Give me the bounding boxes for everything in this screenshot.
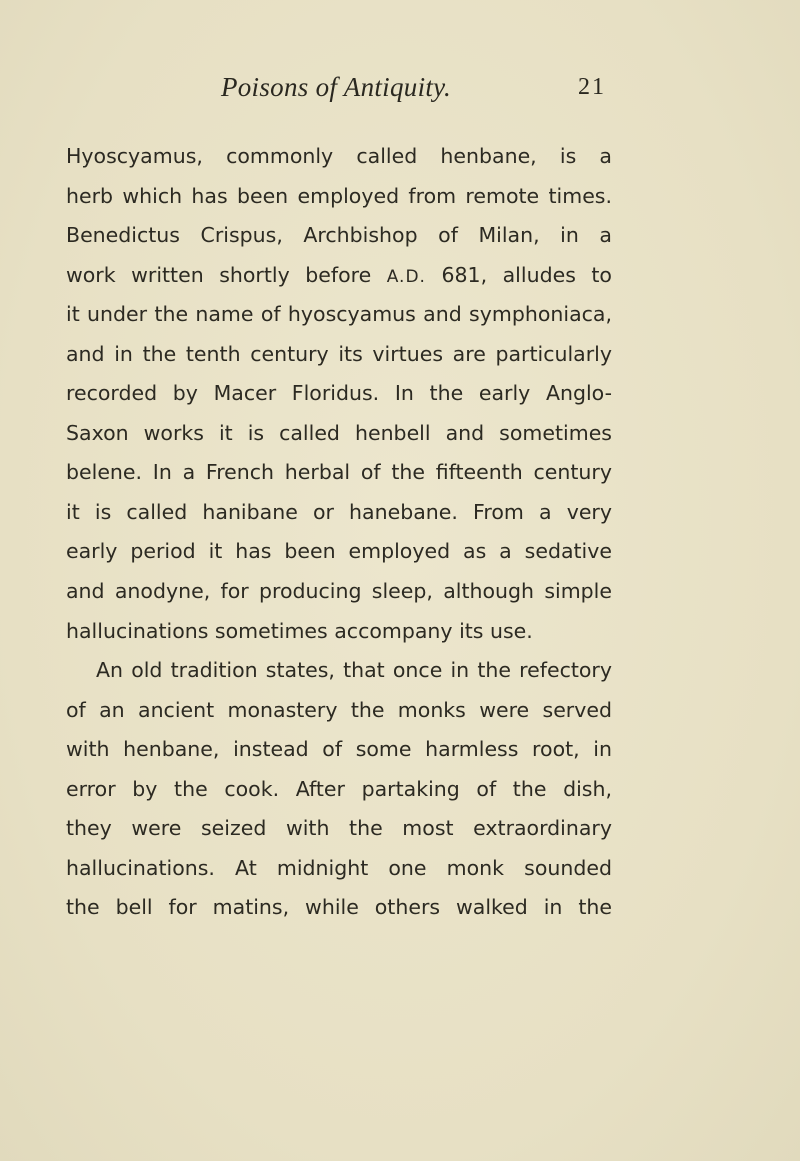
running-head [66,72,606,112]
text-segment: 681, alludes to [441,262,612,287]
text-line: it under the name of hyoscyamus and symphoniaca, [66,302,612,327]
text-line: early period it has been employed as a sedative [66,539,612,564]
text-line: recorded by Macer Floridus. In the early Anglo- [66,381,612,406]
text-line: they were seized with the most extraordinary [66,816,612,841]
text-segment: work written shortly before [66,262,372,287]
text-line: belene. In a French herbal of the fifteenth century [66,460,612,485]
text-line: Benedictus Crispus, Archbishop of Milan, in a [66,223,612,248]
text-line: Saxon works it is called henbell and sometimes [66,420,612,445]
text-line: An old tradition states, that once in the refectory [96,658,612,683]
text-line: and anodyne, for producing sleep, although simple [66,579,612,604]
text-line: herb which has been employed from remote times. [66,183,612,208]
text-line: hallucinations. At midnight one monk sounded [66,855,612,880]
page-number: 21 [578,74,606,100]
text-line: the bell for matins, while others walked in the [66,895,612,920]
text-line: of an ancient monastery the monks were served [66,697,612,722]
text-line: with henbane, instead of some harmless root, in [66,737,612,762]
text-line: it is called hanibane or hanebane. From a very [66,499,612,524]
text-line: hallucinations sometimes accompany its use. [66,618,533,643]
era-abbreviation: A.D. [386,266,426,287]
running-head-title: Poisons of Antiquity. [220,72,452,102]
text-line [66,256,612,296]
text-line: and in the tenth century its virtues are particularly [66,341,612,366]
text-line: Hyoscyamus, commonly called henbane, is a [66,144,612,168]
body-text [66,137,612,928]
text-line: error by the cook. After partaking of the dish, [66,776,612,801]
